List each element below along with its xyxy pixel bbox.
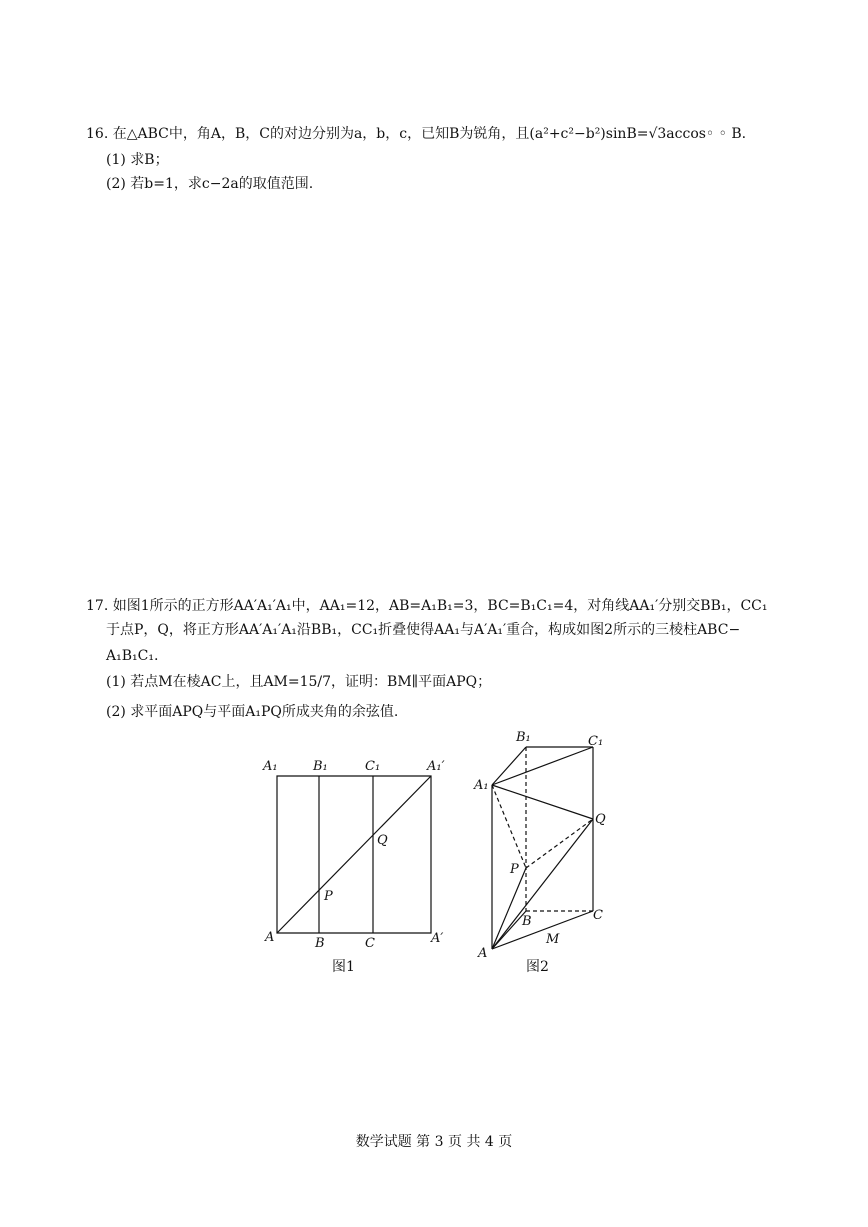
figure1-diagram	[255, 752, 455, 947]
q17-stem-line2: 于点P，Q，将正方形AA′A₁′A₁沿BB₁，CC₁折叠使得AA₁与A′A₁′重合，构成如图2所示的三棱柱ABC−	[106, 622, 741, 638]
label-B1: B₁	[516, 730, 531, 745]
figure2-caption: 图2	[526, 959, 549, 975]
edge-A1B1	[492, 747, 526, 785]
label-C: C	[365, 936, 375, 947]
label-Q: Q	[595, 812, 606, 827]
label-A: A	[265, 930, 275, 945]
label-B: B	[522, 914, 532, 929]
q17-part1: (1) 若点M在棱AC上，且AM=15/7，证明：BM∥平面APQ；	[106, 674, 492, 690]
q17-part2: (2) 求平面APQ与平面A₁PQ所成夹角的余弦值.	[106, 704, 399, 720]
label-A1p: A₁′	[427, 759, 445, 774]
q17-stem-line3: A₁B₁C₁.	[106, 648, 159, 664]
label-P: P	[324, 889, 333, 904]
q17-stem-line1: 17. 如图1所示的正方形AA′A₁′A₁中，AA₁=12，AB=A₁B₁=3，BC=B₁C₁=4，对角线AA₁′分别交BB₁，CC₁	[86, 598, 768, 614]
label-A: A	[478, 946, 488, 961]
label-A1: A₁	[263, 759, 278, 774]
label-C1: C₁	[588, 734, 604, 749]
label-C: C	[593, 908, 603, 923]
label-Ap: A′	[431, 931, 444, 946]
page-footer: 数学试题 第 3 页 共 4 页	[355, 1134, 513, 1150]
label-B: B	[315, 936, 325, 947]
label-Q: Q	[377, 833, 388, 848]
label-P: P	[510, 862, 519, 877]
label-M: M	[546, 932, 560, 947]
figure1-caption: 图1	[332, 959, 355, 975]
q16-stem: 16. 在△ABC中，角A，B，C的对边分别为a，b，c，已知B为锐角，且(a²+c²−b²)sinB=√3accos◦ ◦ B.	[86, 126, 747, 142]
segment-A1P	[492, 785, 526, 868]
q16-part1: (1) 求B；	[106, 152, 169, 168]
figure2-diagram	[470, 723, 620, 961]
q16-part2: (2) 若b=1，求c−2a的取值范围.	[106, 176, 314, 192]
segment-AP	[492, 868, 526, 949]
diagonal-AA1p	[277, 776, 431, 933]
label-B1: B₁	[313, 759, 328, 774]
label-C1: C₁	[365, 759, 381, 774]
segment-A1Q	[492, 785, 593, 819]
label-A1: A₁	[474, 778, 489, 793]
edge-A1C1	[492, 747, 593, 785]
segment-PQ	[526, 819, 593, 868]
